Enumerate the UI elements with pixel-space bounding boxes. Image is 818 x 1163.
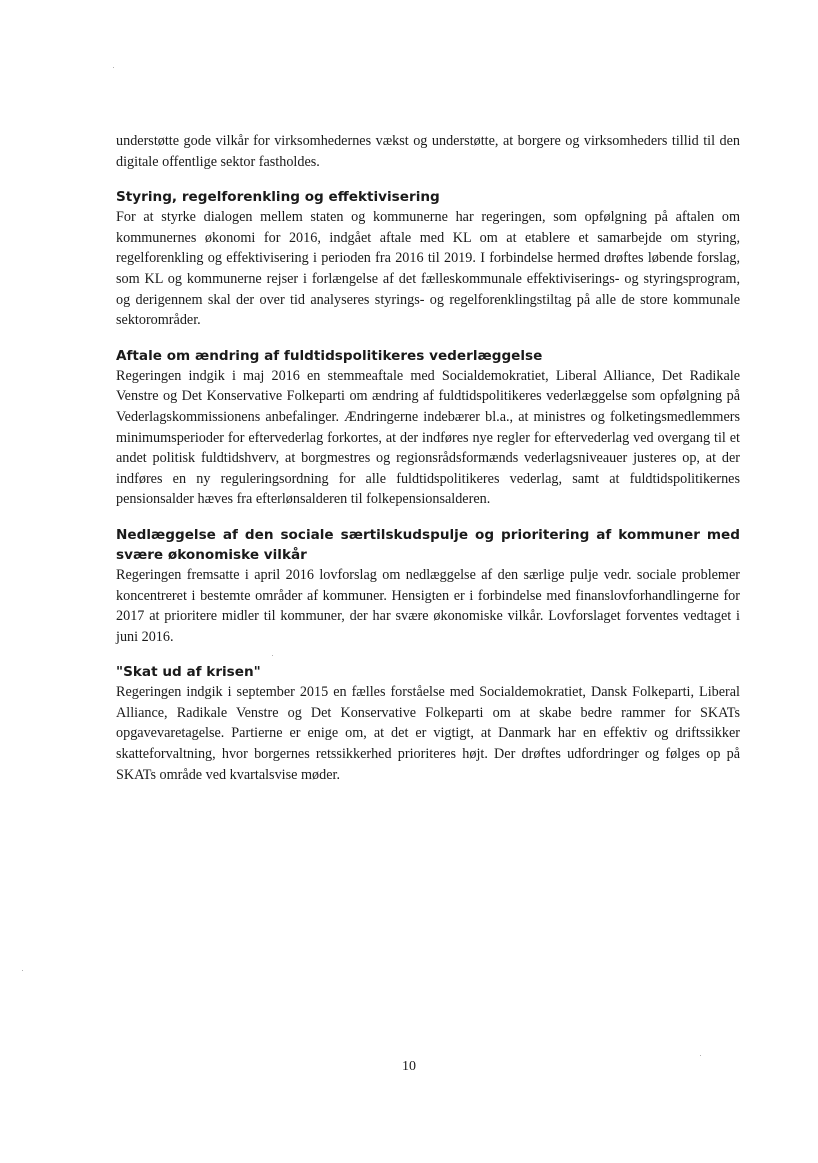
section-styring	[116, 187, 740, 331]
section-body: Regeringen indgik i maj 2016 en stemmeaftale med Socialdemokratiet, Liberal Alliance, Det Radikale Venstre og Det Konservative Folkeparti om ændring af fuldtidspolitikeres vederlæggelse som opfølgning på Vederlagskommissionens anbefalinger. Ændringerne indebærer bl.a., at ministres og folketingsmedlemmers minimumsperioder for eftervederlag forkortes, at der indføres nye regler for eftervederlag ved overgang til et andet politisk fuldtidshverv, at borgmestres og regionsrådsformænds vederlagsniveauer justeres op, at der indføres en ny reguleringsordning for alle fuldtidspolitikeres vederlag, samt at fuldtidspolitikernes pensionsalder hæves fra efterlønsalderen til folkepensionsalderen.	[116, 367, 740, 508]
section-body: Regeringen indgik i september 2015 en fælles forståelse med Socialdemokratiet, Dansk Folkeparti, Liberal Alliance, Radikale Venstre og Det Konservative Folkeparti om at skabe bedre rammer for SKATs opgavevaretagelse. Partierne er enige om, at det er vigtigt, at Danmark har en effektiv og driftssikker skatteforvaltning, hvor borgernes retssikkerhed prioriteres højt. Der drøftes udfordringer og følges op på SKATs område ved kvartalsvise møder.	[116, 684, 740, 783]
document-page	[116, 131, 740, 785]
scan-speck	[272, 655, 273, 656]
section-saertilskudspulje	[116, 525, 740, 647]
scan-speck	[22, 970, 23, 971]
section-body: Regeringen fremsatte i april 2016 lovforslag om nedlæggelse af den særlige pulje vedr. sociale problemer koncentreret i bestemte områder af kommuner. Hensigten er i forbindelse med finanslovforhandlingerne for 2017 at prioritere midler til kommuner, der har svære økonomiske vilkår. Lovforslaget forventes vedtaget i juni 2016.	[116, 566, 740, 645]
section-body: For at styrke dialogen mellem staten og kommunerne har regeringen, som opfølgning på aftalen om kommunernes økonomi for 2016, indgået aftale med KL om at etablere et samarbejde om styring, regelforenkling og effektivisering i perioden fra 2016 til 2019. I forbindelse hermed drøftes løbende forslag, som KL og kommunerne rejser i forlængelse af det fælleskommunale effektiviserings- og styringsprogram, og derigennem skal der over tid analyseres styrings- og regelforenklingstiltag på alle de store kommunale sektorområder.	[116, 209, 740, 329]
section-heading: Styring, regelforenkling og effektivisering	[116, 189, 440, 206]
scan-speck	[700, 1055, 701, 1056]
scan-speck	[113, 67, 114, 68]
intro-paragraph: understøtte gode vilkår for virksomhedernes vækst og understøtte, at borgere og virksomheders tillid til den digitale offentlige sektor fastholdes.	[116, 133, 740, 170]
section-heading: "Skat ud af krisen"	[116, 664, 261, 681]
section-vederlaeggelse	[116, 346, 740, 510]
section-skat-ud-af-krisen	[116, 662, 740, 785]
section-heading: Nedlæggelse af den sociale særtilskudspulje og prioritering af kommuner med svære økonomiske vilkår	[116, 526, 740, 563]
page-number: 10	[402, 1059, 416, 1074]
section-heading: Aftale om ændring af fuldtidspolitikeres vederlæggelse	[116, 347, 543, 364]
